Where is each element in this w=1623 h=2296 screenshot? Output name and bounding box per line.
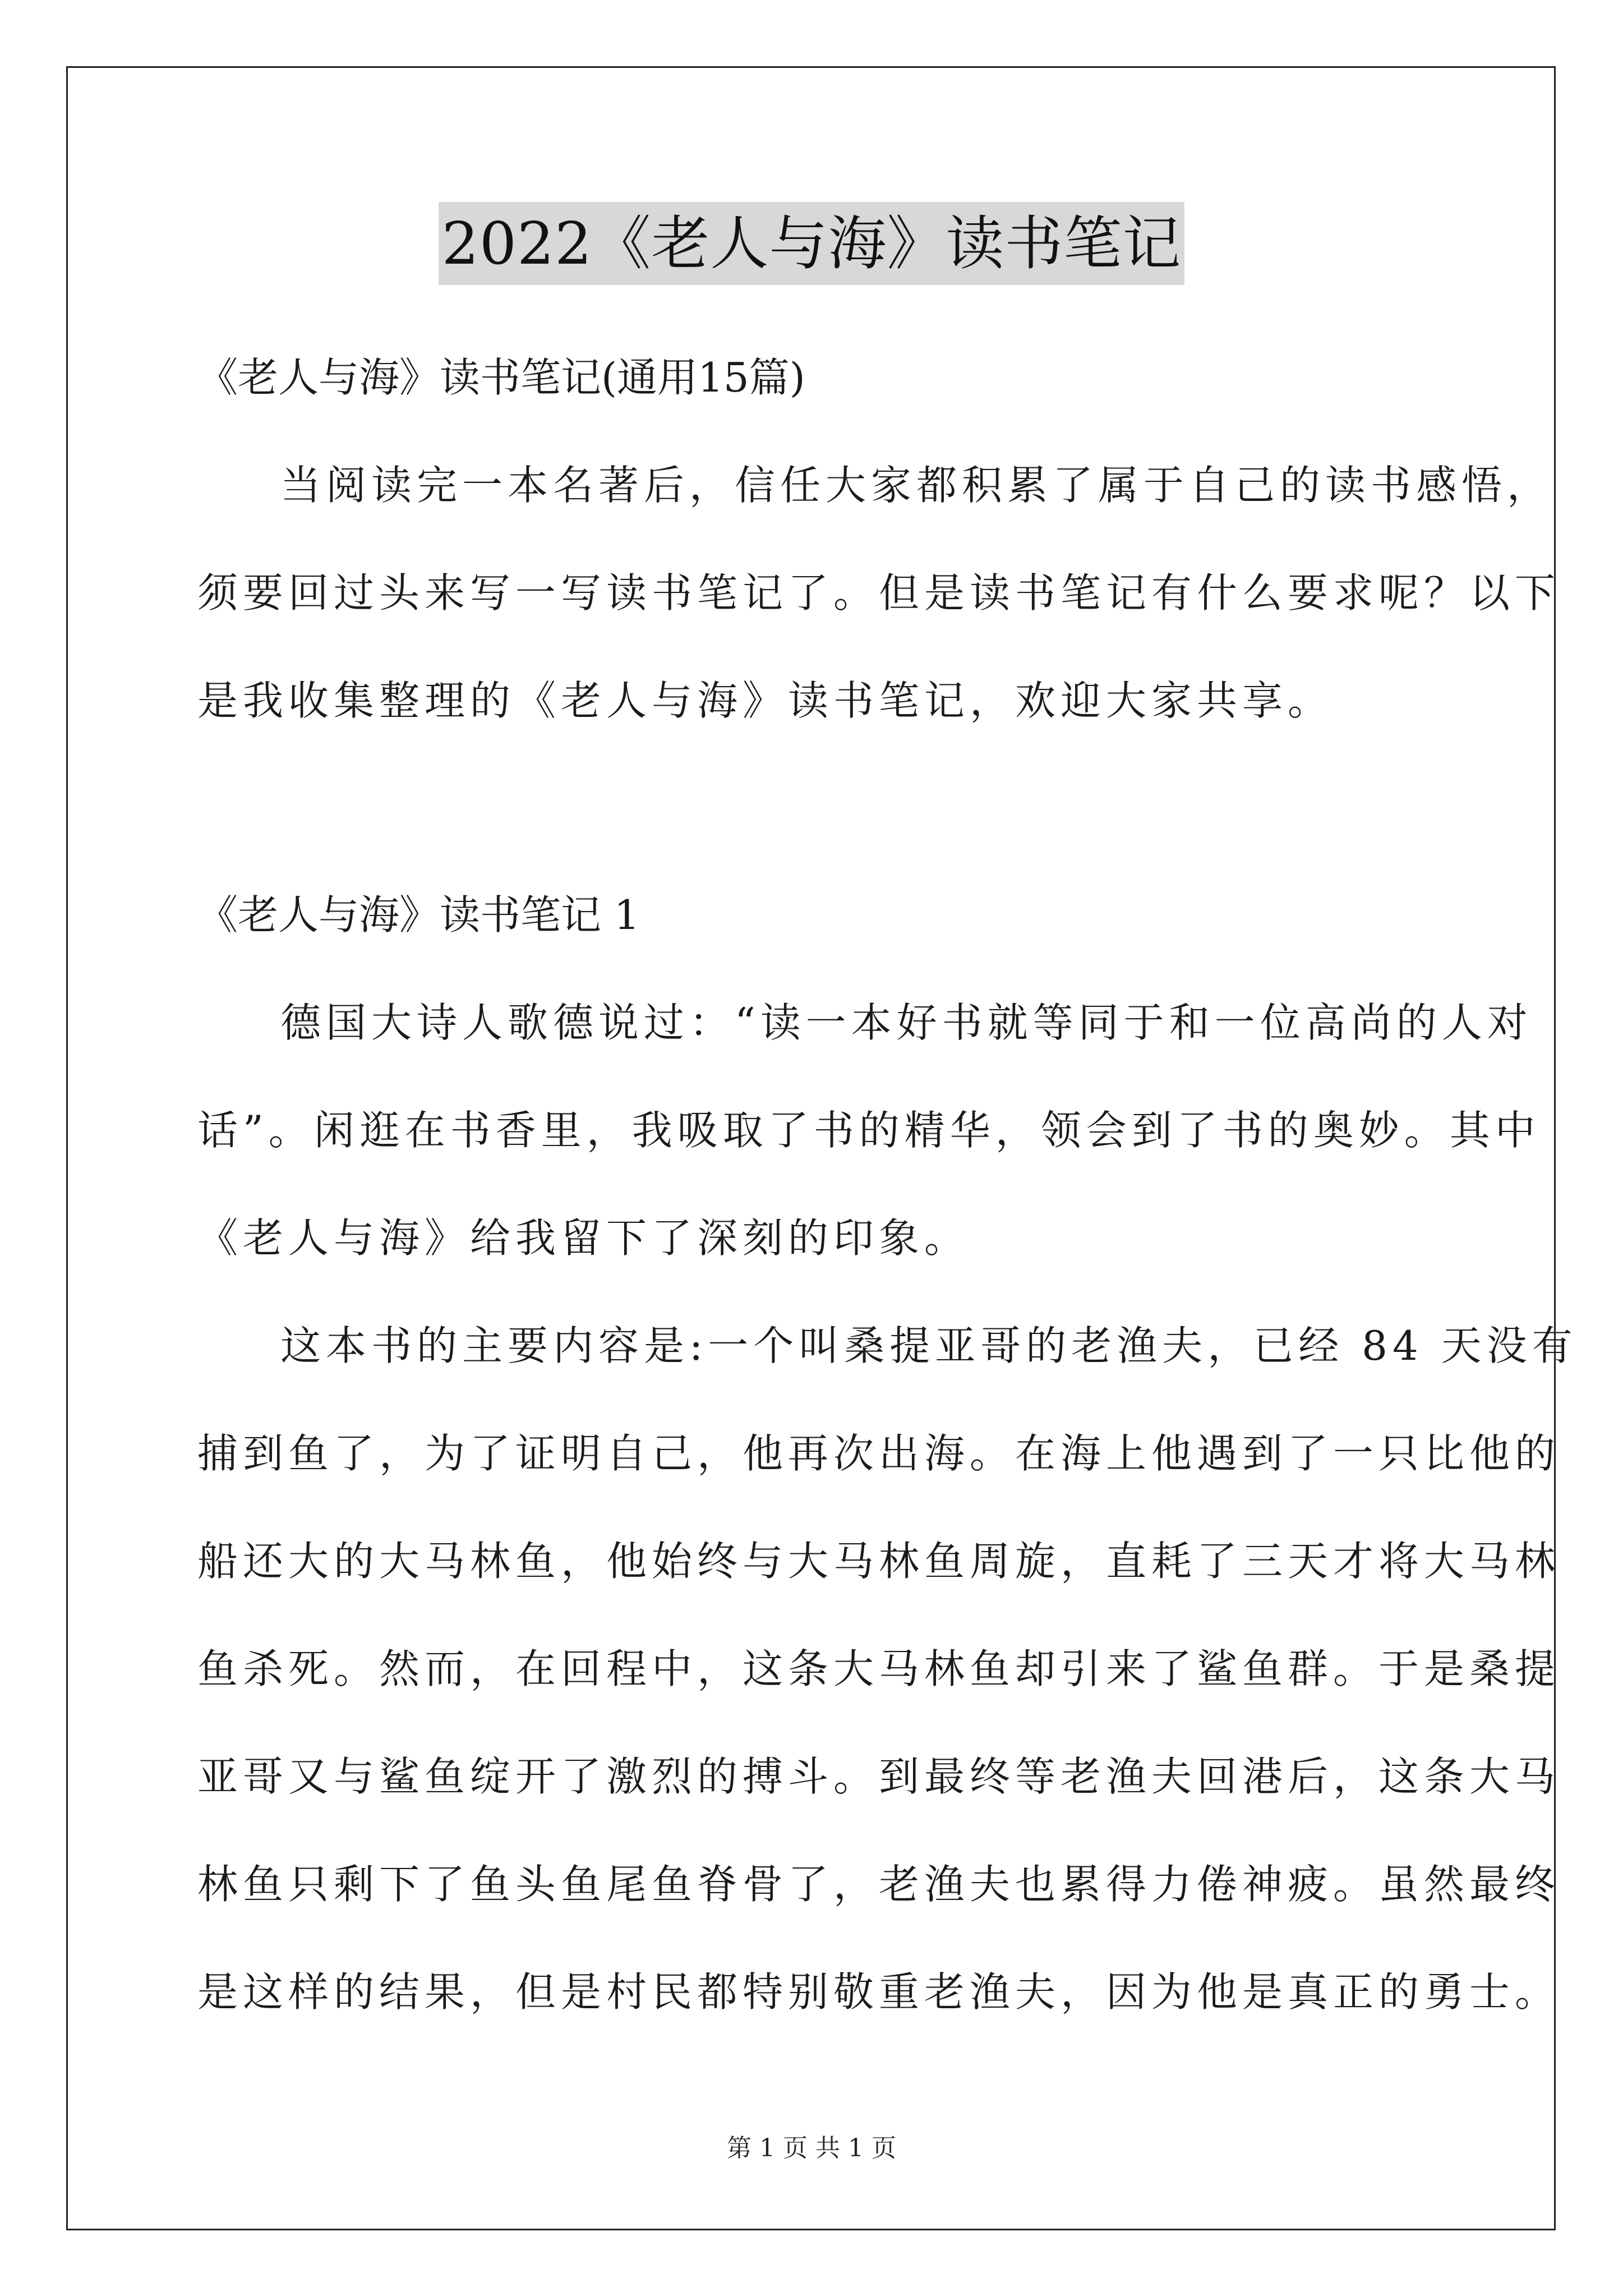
- intro-line: 当阅读完一本名著后，信任大家都积累了属于自己的读书感悟，: [280, 462, 1553, 509]
- intro-line: 是我收集整理的《老人与海》读书笔记，欢迎大家共享。: [197, 677, 1334, 724]
- document-title: 2022《老人与海》读书笔记: [439, 202, 1185, 285]
- collection-heading: 《老人与海》读书笔记(通用15篇): [197, 354, 805, 401]
- paragraph-line: 林鱼只剩下了鱼头鱼尾鱼脊骨了，老渔夫也累得力倦神疲。虽然最终: [197, 1861, 1561, 1908]
- paragraph-line: 捕到鱼了，为了证明自己，他再次出海。在海上他遇到了一只比他的: [197, 1430, 1561, 1477]
- paragraph-line: 鱼杀死。然而，在回程中，这条大马林鱼却引来了鲨鱼群。于是桑提: [197, 1645, 1561, 1692]
- paragraph-line: 德国大诗人歌德说过：“读一本好书就等同于和一位高尚的人对: [280, 999, 1533, 1046]
- page-footer: 第 1 页 共 1 页: [727, 2134, 896, 2162]
- paragraph-line: 话”。闲逛在书香里，我吸取了书的精华，领会到了书的奥妙。其中: [197, 1107, 1541, 1154]
- section-heading: 《老人与海》读书笔记 1: [197, 891, 640, 938]
- paragraph-line: 船还大的大马林鱼，他始终与大马林鱼周旋，直耗了三天才将大马林: [197, 1538, 1561, 1585]
- intro-line: 须要回过头来写一写读书笔记了。但是读书笔记有什么要求呢？以下: [197, 569, 1561, 616]
- paragraph-line: 亚哥又与鲨鱼绽开了激烈的搏斗。到最终等老渔夫回港后，这条大马: [197, 1753, 1561, 1800]
- paragraph-line: 这本书的主要内容是:一个叫桑提亚哥的老渔夫，已经 84 天没有: [280, 1322, 1578, 1369]
- title-container: [0, 202, 1623, 285]
- paragraph-line: 《老人与海》给我留下了深刻的印象。: [197, 1214, 970, 1262]
- paragraph-line: 是这样的结果，但是村民都特别敬重老渔夫，因为他是真正的勇士。: [197, 1968, 1561, 2016]
